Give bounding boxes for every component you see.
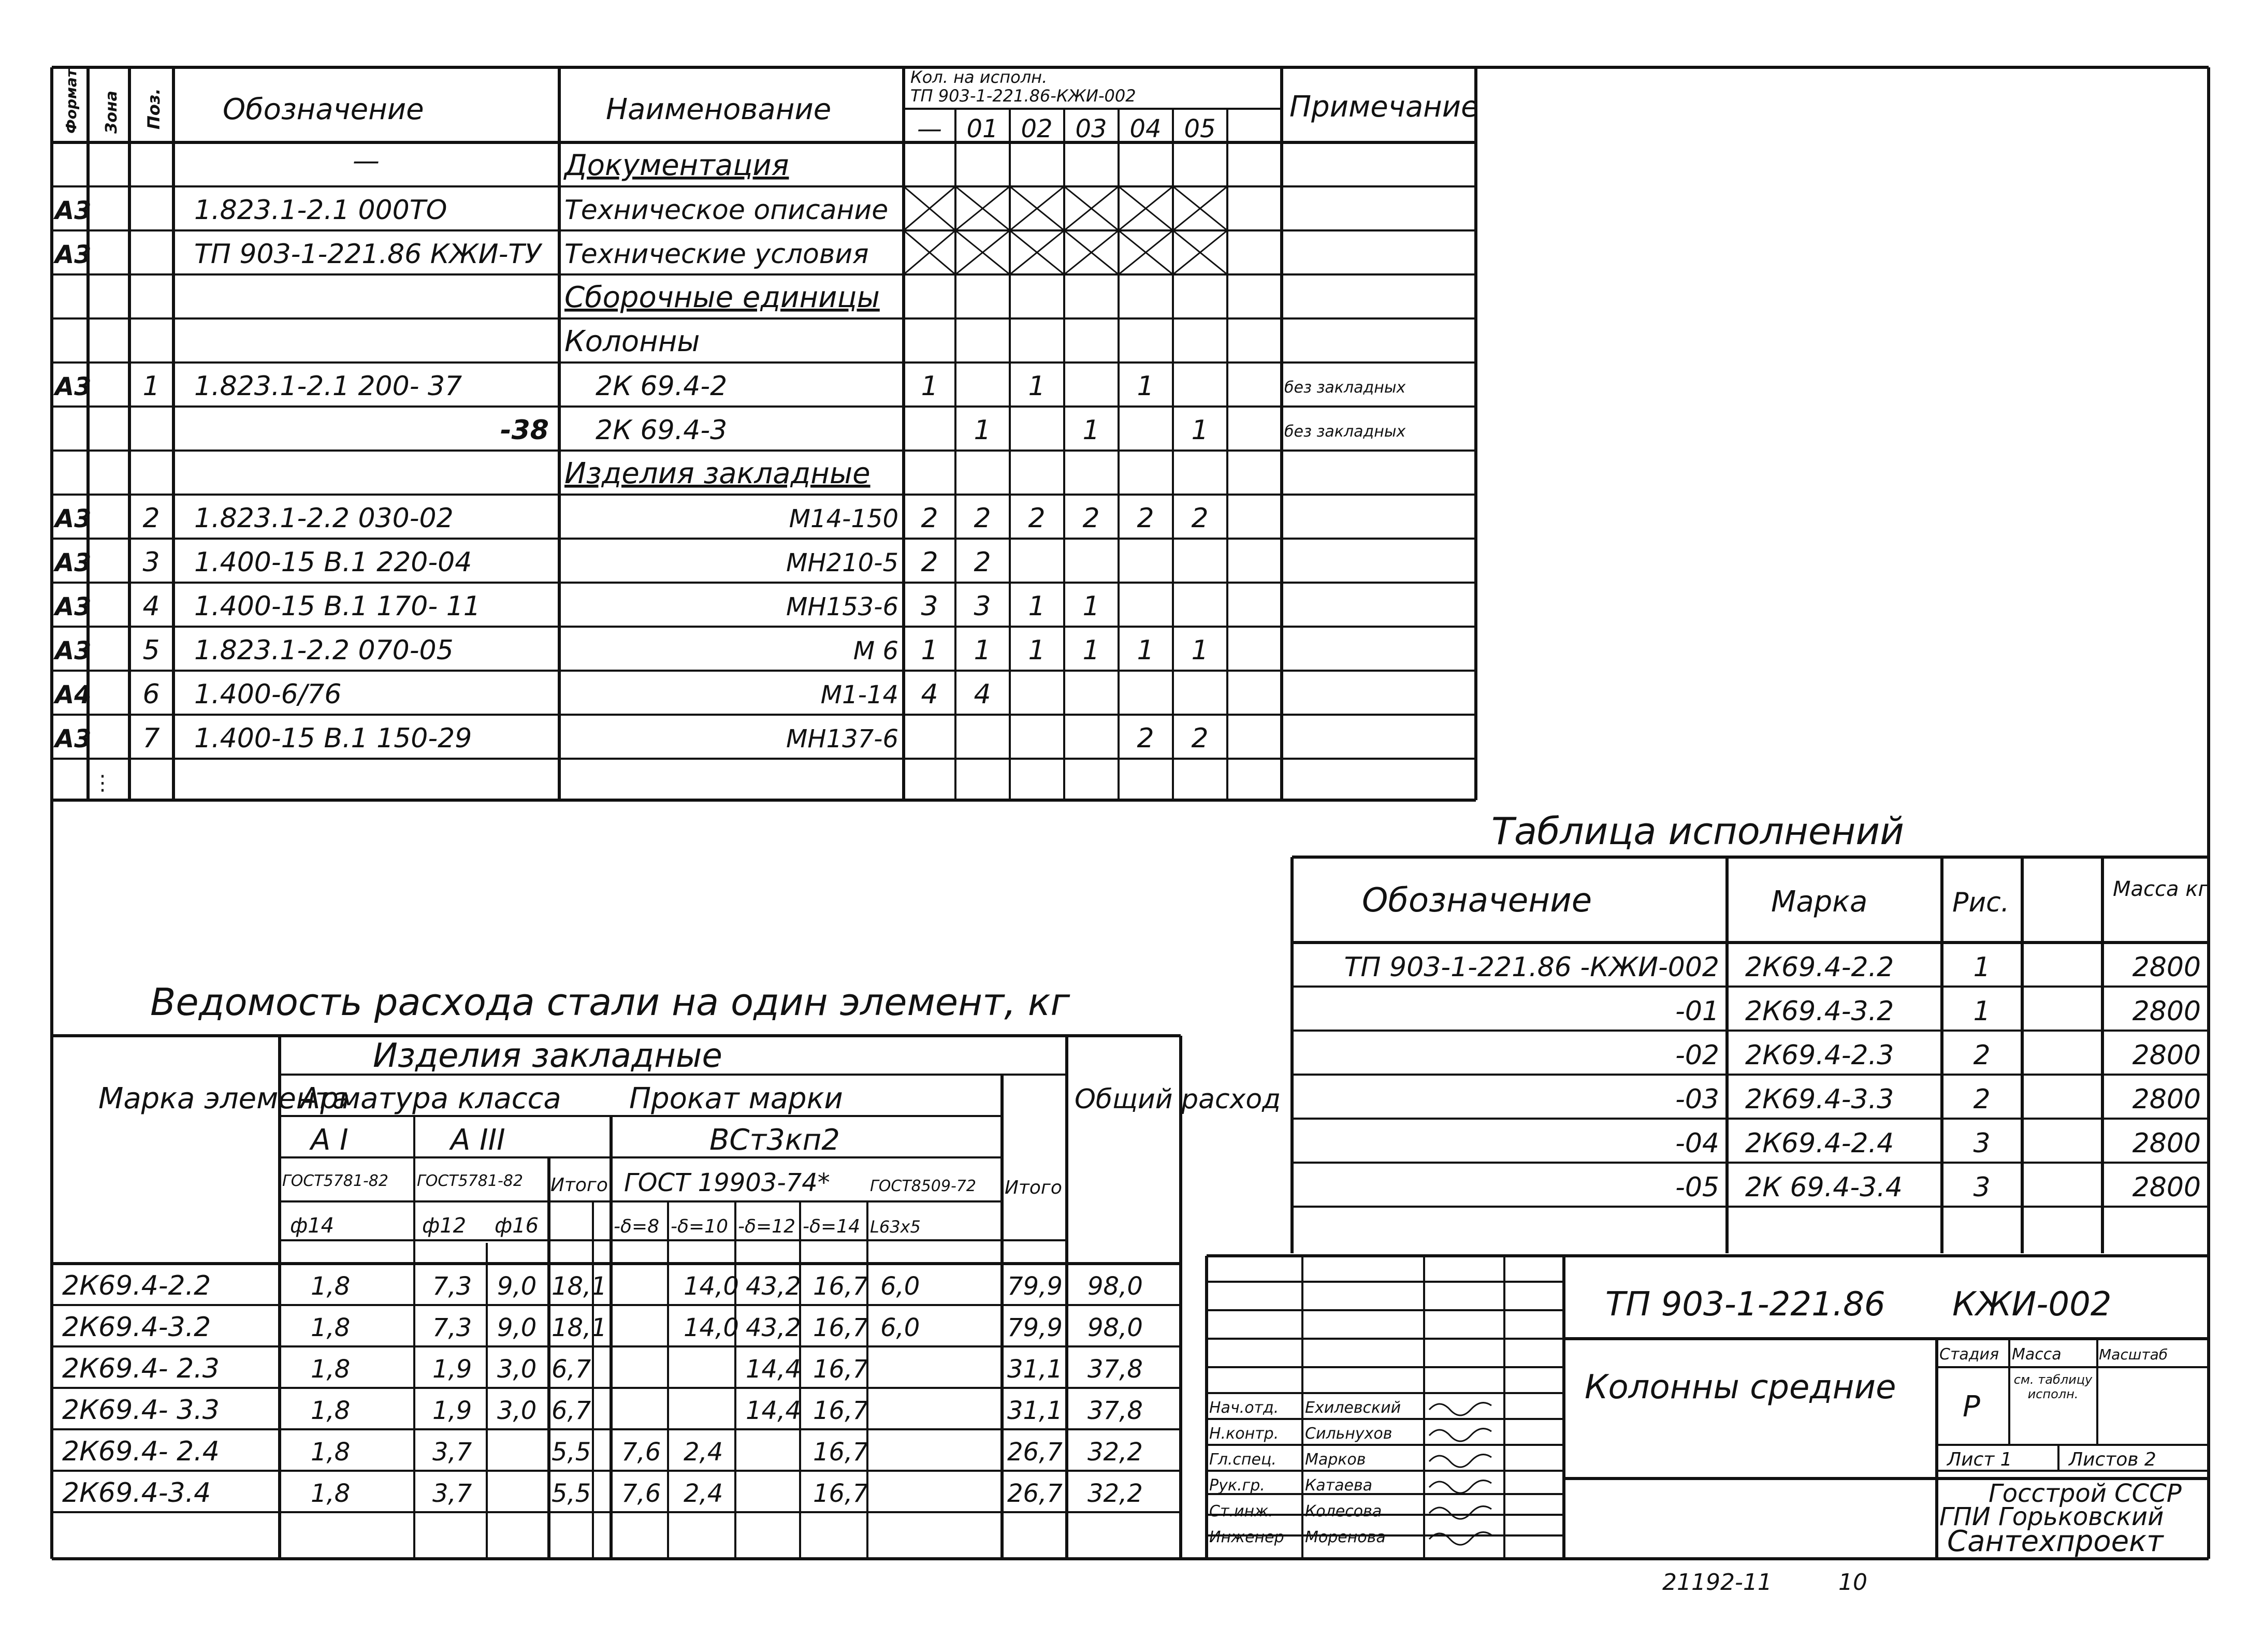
variant-mark: 2К 69.4-3.4 <box>1745 1172 1903 1203</box>
spec-designation: 1.823.1-2.1 200- 37 <box>194 371 462 402</box>
spec-pos: 7 <box>142 723 160 754</box>
spec-qty: 2 <box>974 547 991 578</box>
title-block <box>1207 1256 2209 1559</box>
steel-total: 37,8 <box>1087 1396 1143 1425</box>
spec-designation: ТП 903-1-221.86 КЖИ-ТУ <box>194 239 541 270</box>
footer-page: 10 <box>1838 1569 1867 1596</box>
steel-d12: 3,7 <box>432 1479 472 1508</box>
steel-t14: 16,7 <box>813 1355 868 1384</box>
staff-role: Ст.инж. <box>1209 1502 1273 1520</box>
steel-mark: 2К69.4-2.2 <box>62 1270 211 1301</box>
variants-header-designation: Обозначение <box>1362 881 1592 920</box>
staff-rows <box>1209 1399 1491 1546</box>
spec-qty: 2 <box>1028 503 1046 534</box>
org-line-2: ГПИ Горьковский <box>1939 1502 2164 1531</box>
doc-suffix: КЖИ-002 <box>1952 1285 2112 1324</box>
spec-designation: 1.400-15 В.1 170- 11 <box>194 591 481 622</box>
steel-itogo: 6,7 <box>552 1396 591 1425</box>
spec-qty: 1 <box>1191 635 1209 666</box>
header-qty-title: Кол. на исполн. <box>910 67 1048 87</box>
variant-designation: -04 <box>1675 1128 1719 1159</box>
steel-header-embedded: Изделия закладные <box>373 1037 722 1075</box>
steel-t14: 16,7 <box>813 1479 868 1508</box>
steel-itogo2: 26,7 <box>1007 1479 1063 1508</box>
variant-header: 04 <box>1129 114 1162 143</box>
steel-total: 98,0 <box>1087 1313 1143 1342</box>
steel-header-d14: ф14 <box>290 1214 335 1238</box>
steel-d14: 1,8 <box>311 1479 351 1508</box>
spec-qty: 3 <box>974 591 991 622</box>
signature-mark <box>1429 1481 1491 1493</box>
steel-mark: 2К69.4-3.2 <box>62 1312 211 1343</box>
stage-value: Р <box>1963 1390 1980 1424</box>
spec-format: А4 <box>55 680 92 709</box>
steel-mark: 2К69.4-3.4 <box>62 1477 211 1509</box>
spec-qty: 1 <box>974 415 991 446</box>
steel-itogo2: 26,7 <box>1007 1438 1063 1467</box>
header-qty-doc: ТП 903-1-221.86-КЖИ-002 <box>910 86 1136 106</box>
signature-mark <box>1429 1506 1491 1519</box>
spec-format: А3 <box>55 372 92 401</box>
variant-mass: 2800 <box>2132 996 2201 1027</box>
spec-section-heading: Сборочные единицы <box>564 281 880 314</box>
header-format: Формат <box>63 68 80 134</box>
doc-code: ТП 903-1-221.86 <box>1605 1285 1885 1324</box>
staff-name: Марков <box>1305 1451 1366 1469</box>
org-line-1: Госстрой СССР <box>1989 1479 2182 1508</box>
variant-fig: 2 <box>1973 1084 1991 1115</box>
steel-header-t8: -δ=8 <box>614 1216 660 1237</box>
variants-header-fig: Рис. <box>1952 887 2010 918</box>
staff-role: Рук.гр. <box>1209 1476 1265 1495</box>
variant-mark: 2К69.4-3.2 <box>1745 996 1894 1027</box>
steel-d16: 9,0 <box>497 1313 537 1342</box>
steel-header-steel: ВСт3кп2 <box>709 1123 840 1157</box>
variant-fig: 3 <box>1973 1172 1991 1203</box>
mass-value: см. таблицу исполн. <box>2013 1372 2093 1401</box>
steel-header-t10: -δ=10 <box>671 1216 728 1237</box>
spec-name: Технические условия <box>564 239 869 270</box>
variant-designation: -05 <box>1675 1172 1719 1203</box>
variant-header: 03 <box>1075 114 1107 143</box>
spec-qty: 1 <box>1082 591 1100 622</box>
steel-t10: 14,0 <box>684 1272 739 1301</box>
steel-header-gost-rolled: ГОСТ 19903-74* <box>624 1168 830 1197</box>
steel-header-d12: ф12 <box>422 1214 467 1238</box>
steel-header-gost-a3: ГОСТ5781-82 <box>417 1172 523 1190</box>
steel-itogo: 18,1 <box>552 1313 607 1342</box>
variant-designation: -01 <box>1675 996 1719 1027</box>
spec-qty: 1 <box>974 635 991 666</box>
spec-qty: 2 <box>1191 503 1209 534</box>
header-note: Примечание <box>1289 90 1479 124</box>
steel-t12: 14,4 <box>746 1396 801 1425</box>
variant-fig: 2 <box>1973 1040 1991 1071</box>
spec-qty: 2 <box>921 547 938 578</box>
spec-name: 2К 69.4-3 <box>596 415 728 446</box>
steel-mark: 2К69.4- 2.3 <box>62 1353 220 1384</box>
steel-d14: 1,8 <box>311 1355 351 1384</box>
signature-mark <box>1429 1455 1491 1467</box>
staff-role: Н.контр. <box>1209 1425 1279 1443</box>
steel-d14: 1,8 <box>311 1438 351 1467</box>
variant-mark: 2К69.4-2.2 <box>1745 952 1894 983</box>
variant-mark: 2К69.4-2.4 <box>1745 1128 1894 1159</box>
staff-name: Колесова <box>1305 1502 1382 1520</box>
header-name: Наименование <box>606 93 832 126</box>
spec-name: МН137-6 <box>786 724 898 753</box>
staff-name: Сильнухов <box>1305 1425 1392 1443</box>
variant-header: 01 <box>966 114 998 143</box>
steel-itogo: 18,1 <box>552 1272 607 1301</box>
spec-name: М 6 <box>853 636 898 665</box>
spec-pos: 2 <box>142 503 160 534</box>
steel-itogo: 6,7 <box>552 1355 591 1384</box>
staff-role: Инженер <box>1209 1528 1284 1546</box>
spec-qty: 1 <box>1082 635 1100 666</box>
spec-qty: 2 <box>1137 503 1154 534</box>
spec-section-heading: Документация <box>564 149 789 182</box>
stage-label: Стадия <box>1939 1345 1999 1364</box>
variants-table <box>1292 857 2209 1253</box>
steel-d14: 1,8 <box>311 1272 351 1301</box>
spec-qty: 1 <box>1137 635 1154 666</box>
header-designation: Обозначение <box>223 93 424 126</box>
variants-header-mark: Марка <box>1771 885 1868 919</box>
steel-d16: 3,0 <box>497 1396 537 1425</box>
spec-format: А3 <box>55 724 92 753</box>
variant-fig: 1 <box>1973 952 1991 983</box>
variant-header: 05 <box>1184 114 1216 143</box>
steel-t12: 43,2 <box>746 1272 801 1301</box>
header-pos: Поз. <box>144 88 164 129</box>
mass-value-box <box>2010 1372 2096 1440</box>
spec-qty: 1 <box>1028 635 1046 666</box>
steel-d12: 1,9 <box>432 1396 472 1425</box>
steel-header-a1: А I <box>311 1123 349 1157</box>
spec-qty: 2 <box>1137 723 1154 754</box>
variant-mass: 2800 <box>2132 1084 2201 1115</box>
variant-mass: 2800 <box>2132 952 2201 983</box>
spec-pos: 5 <box>142 635 160 666</box>
spec-format: А3 <box>55 636 92 665</box>
spec-qty: 1 <box>921 371 938 402</box>
spec-name: 2К 69.4-2 <box>596 371 728 402</box>
signature-mark <box>1429 1429 1491 1441</box>
steel-angle: 6,0 <box>880 1313 920 1342</box>
spec-pos: 3 <box>142 547 160 578</box>
steel-t14: 16,7 <box>813 1396 868 1425</box>
spec-note: без закладных <box>1284 379 1406 397</box>
spec-pos: 4 <box>142 591 160 622</box>
spec-format: А3 <box>55 196 92 225</box>
spec-name: МН210-5 <box>786 548 898 577</box>
spec-name: М1-14 <box>820 680 898 709</box>
steel-t14: 16,7 <box>813 1272 868 1301</box>
staff-name: Моренова <box>1305 1528 1386 1546</box>
spec-designation: -38 <box>500 415 549 446</box>
steel-d12: 7,3 <box>432 1272 472 1301</box>
spec-format: А3 <box>55 548 92 577</box>
steel-d12: 7,3 <box>432 1313 472 1342</box>
steel-d12: 3,7 <box>432 1438 472 1467</box>
spec-qty: 4 <box>921 679 938 710</box>
steel-total: 98,0 <box>1087 1272 1143 1301</box>
staff-role: Гл.спец. <box>1209 1451 1276 1469</box>
steel-itogo2: 31,1 <box>1007 1396 1063 1425</box>
spec-pos: 6 <box>142 679 160 710</box>
spec-qty: 3 <box>921 591 938 622</box>
spec-table <box>52 67 1479 800</box>
steel-t10: 2,4 <box>684 1479 723 1508</box>
spec-name: Техническое описание <box>564 195 889 226</box>
steel-total: 32,2 <box>1087 1479 1143 1508</box>
staff-name: Катаева <box>1305 1476 1373 1495</box>
steel-itogo: 5,5 <box>552 1438 591 1467</box>
steel-t12: 43,2 <box>746 1313 801 1342</box>
steel-t8: 7,6 <box>621 1438 661 1467</box>
steel-d14: 1,8 <box>311 1396 351 1425</box>
spec-designation: 1.400-15 В.1 220-04 <box>194 547 472 578</box>
scale-label: Масштаб <box>2099 1346 2168 1363</box>
variants-table-title: Таблица исполнений <box>1491 809 1904 853</box>
steel-d16: 9,0 <box>497 1272 537 1301</box>
variant-designation: ТП 903-1-221.86 -КЖИ-002 <box>1344 952 1719 983</box>
header-zone: Зона <box>103 91 121 134</box>
spec-qty: 2 <box>974 503 991 534</box>
spec-name: М14-150 <box>789 504 898 533</box>
org-line-3: Сантехпроект <box>1947 1525 2164 1558</box>
signature-mark <box>1429 1532 1491 1545</box>
staff-role: Нач.отд. <box>1209 1399 1279 1417</box>
spec-format: А3 <box>55 240 92 269</box>
steel-header-a3: А III <box>451 1123 505 1157</box>
steel-header-itogo: Итого <box>550 1175 608 1196</box>
spec-qty: 1 <box>1137 371 1154 402</box>
spec-qty: 4 <box>974 679 991 710</box>
footer-code: 21192-11 <box>1662 1569 1772 1596</box>
steel-header-d16: ф16 <box>495 1214 539 1238</box>
spec-note: без закладных <box>1284 423 1406 441</box>
steel-itogo2: 79,9 <box>1007 1272 1063 1301</box>
spec-qty: 1 <box>1191 415 1209 446</box>
sheets-count: Листов 2 <box>2069 1449 2156 1470</box>
spec-designation: 1.400-6/76 <box>194 679 342 710</box>
spec-qty: 2 <box>1082 503 1100 534</box>
spec-pos: 1 <box>142 371 160 402</box>
steel-header-total: Общий расход <box>1075 1084 1281 1115</box>
steel-table-title: Ведомость расхода стали на один элемент, кг <box>150 980 1070 1024</box>
spec-section-heading: Колонны <box>564 325 700 358</box>
steel-header-itogo2: Итого <box>1005 1177 1062 1198</box>
steel-itogo2: 79,9 <box>1007 1313 1063 1342</box>
variant-designation: -02 <box>1675 1040 1719 1071</box>
steel-t12: 14,4 <box>746 1355 801 1384</box>
steel-t14: 16,7 <box>813 1438 868 1467</box>
steel-header-rolled: Прокат марки <box>629 1082 843 1115</box>
steel-header-gost-angle: ГОСТ8509-72 <box>870 1177 976 1195</box>
steel-total: 32,2 <box>1087 1438 1143 1467</box>
spec-qty: 2 <box>1191 723 1209 754</box>
steel-d16: 3,0 <box>497 1355 537 1384</box>
spec-designation: 1.400-15 В.1 150-29 <box>194 723 472 754</box>
spec-designation: 1.823.1-2.2 070-05 <box>194 635 454 666</box>
steel-header-t14: -δ=14 <box>803 1216 860 1237</box>
steel-itogo2: 31,1 <box>1007 1355 1063 1384</box>
variant-fig: 1 <box>1973 996 1991 1027</box>
steel-table <box>52 1036 1281 1559</box>
spec-format: А3 <box>55 504 92 533</box>
spec-format: А3 <box>55 592 92 621</box>
steel-t8: 7,6 <box>621 1479 661 1508</box>
spec-qty: 1 <box>1028 591 1046 622</box>
steel-total: 37,8 <box>1087 1355 1143 1384</box>
staff-name: Ехилевский <box>1305 1399 1401 1417</box>
sheet-number: Лист 1 <box>1947 1449 2012 1470</box>
spec-row-marker: ⋮ <box>92 771 113 795</box>
variant-designation: -03 <box>1675 1084 1719 1115</box>
steel-header-angle: L63х5 <box>870 1217 921 1237</box>
variant-mark: 2К69.4-3.3 <box>1745 1084 1894 1115</box>
steel-angle: 6,0 <box>880 1272 920 1301</box>
variant-mass: 2800 <box>2132 1040 2201 1071</box>
variants-rows <box>1344 952 2201 1203</box>
steel-mark: 2К69.4- 3.3 <box>62 1395 220 1426</box>
steel-t10: 14,0 <box>684 1313 739 1342</box>
variant-header: 02 <box>1021 114 1053 143</box>
variant-mass: 2800 <box>2132 1128 2201 1159</box>
spec-section-heading: Изделия закладные <box>564 457 871 490</box>
spec-designation: — <box>353 146 380 177</box>
mass-label: Масса <box>2012 1345 2062 1364</box>
steel-t14: 16,7 <box>813 1313 868 1342</box>
spec-name: МН153-6 <box>786 592 898 621</box>
steel-t10: 2,4 <box>684 1438 723 1467</box>
variant-fig: 3 <box>1973 1128 1991 1159</box>
steel-header-mark: Марка элемента <box>98 1082 350 1115</box>
variant-header: — <box>917 114 942 143</box>
steel-mark: 2К69.4- 2.4 <box>62 1436 220 1467</box>
steel-header-t12: -δ=12 <box>738 1216 795 1237</box>
steel-d14: 1,8 <box>311 1313 351 1342</box>
spec-qty: 2 <box>921 503 938 534</box>
variant-mark: 2К69.4-2.3 <box>1745 1040 1894 1071</box>
variant-mass: 2800 <box>2132 1172 2201 1203</box>
steel-header-gost-a1: ГОСТ5781-82 <box>282 1172 388 1190</box>
spec-qty: 1 <box>921 635 938 666</box>
variant-headers <box>917 114 1216 143</box>
variants-header-mass: Масса кг <box>2113 877 2209 901</box>
spec-designation: 1.823.1-2.1 000ТО <box>194 195 447 226</box>
steel-header-rebar-class: Арматура класса <box>300 1082 561 1115</box>
steel-itogo: 5,5 <box>552 1479 591 1508</box>
spec-designation: 1.823.1-2.2 030-02 <box>194 503 454 534</box>
spec-qty: 1 <box>1028 371 1046 402</box>
steel-d12: 1,9 <box>432 1355 472 1384</box>
signature-mark <box>1429 1403 1491 1415</box>
spec-qty: 1 <box>1082 415 1100 446</box>
doc-title: Колонны средние <box>1585 1368 1896 1407</box>
